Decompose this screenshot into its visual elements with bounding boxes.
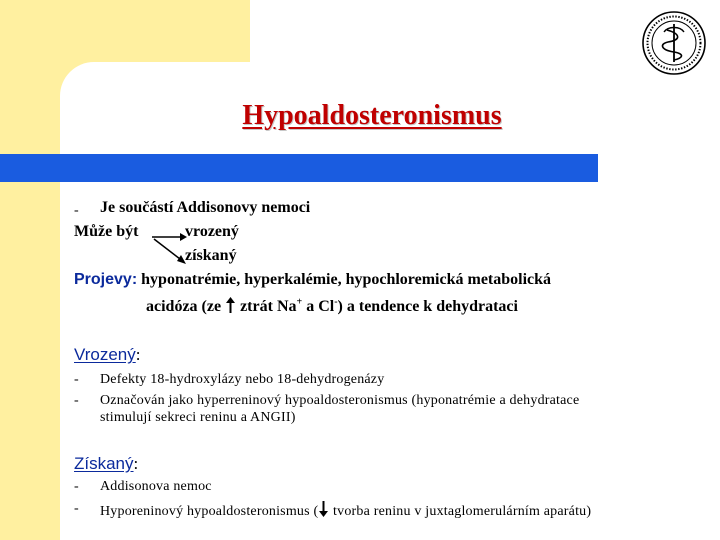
list-item: Hyporeninový hypoaldosteronismus ( tvorba reninu v juxtaglomerulárním aparátu)	[100, 501, 591, 520]
manifestations-line1: hyponatrémie, hyperkalémie, hypochloremická metabolická	[141, 271, 552, 288]
branch-arrows-icon	[150, 225, 190, 265]
up-arrow-icon	[225, 297, 236, 313]
bullet-dash: -	[74, 501, 79, 516]
acquired-heading: Získaný:	[74, 454, 139, 473]
title-accent-bar	[0, 154, 598, 182]
manifestations-line2: acidóza (ze ztrát Na+ a Cl-) a tendence k dehydrataci	[146, 296, 518, 315]
manifestations-label: Projevy:	[74, 271, 138, 288]
congenital-heading: Vrozený:	[74, 345, 141, 364]
may-be-label: Může být	[74, 223, 139, 240]
bullet-dash: -	[74, 393, 79, 408]
option-congenital: vrozený	[185, 223, 239, 240]
page-title: Hypoaldosteronismus	[242, 100, 502, 131]
bullet-dash: -	[74, 372, 79, 387]
bullet-dash: -	[74, 479, 79, 494]
university-seal-icon	[641, 10, 707, 76]
list-item: Addisonova nemoc	[100, 479, 212, 494]
list-item: Defekty 18-hydroxylázy nebo 18-dehydrogenázy	[100, 372, 385, 387]
intro-line: Je součástí Addisonovy nemoci	[100, 199, 311, 216]
list-item-line2: stimulují sekreci reninu a ANGII)	[100, 410, 296, 425]
down-arrow-icon	[318, 501, 329, 517]
option-acquired: získaný	[185, 247, 237, 264]
bullet-dash: -	[74, 203, 79, 218]
list-item-line1: Označován jako hyperreninový hypoaldosteronismus (hyponatrémie a dehydratace	[100, 393, 580, 408]
